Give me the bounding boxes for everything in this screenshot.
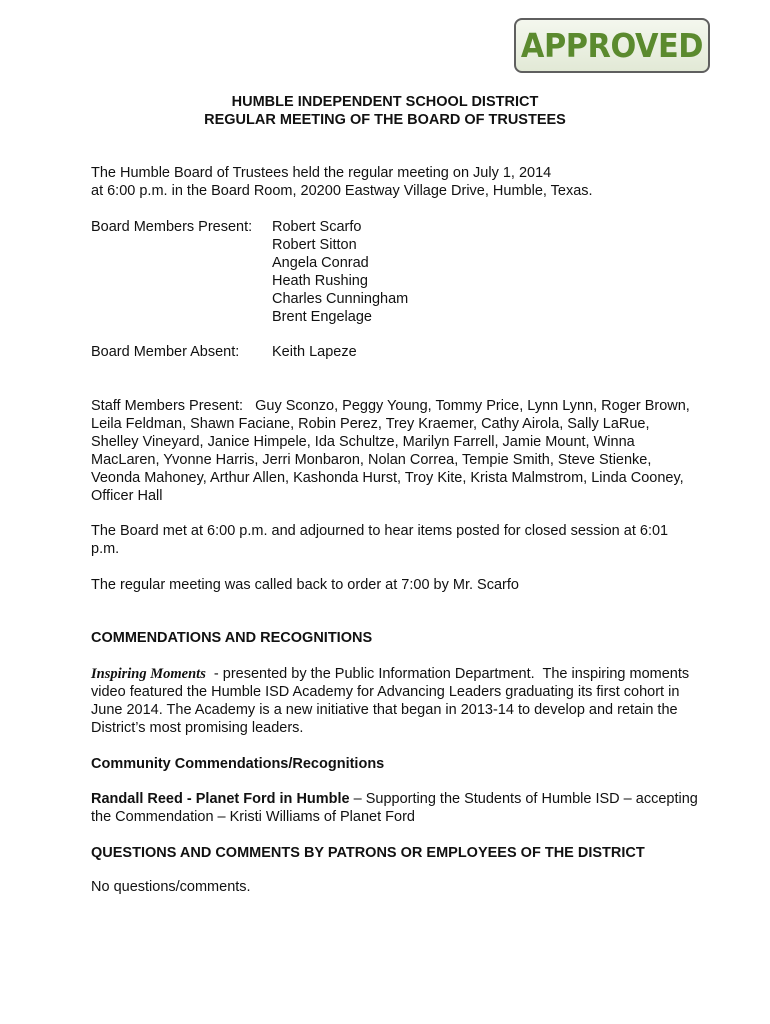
inspiring-moments-line-3: June 2014. The Academy is a new initiative that began in 2013-14 to develop and retain the bbox=[91, 702, 678, 718]
district-title: HUMBLE INDEPENDENT SCHOOL DISTRICT bbox=[231, 94, 539, 110]
inspiring-moments-desc: - presented by the Public Information Department. The inspiring moments bbox=[205, 666, 690, 682]
randall-reed-line-1 bbox=[91, 790, 698, 808]
approved-stamp bbox=[514, 18, 710, 73]
inspiring-moments-line-1 bbox=[91, 665, 689, 683]
inspiring-moments-line-4: District’s most promising leaders. bbox=[91, 720, 304, 736]
questions-heading: QUESTIONS AND COMMENTS BY PATRONS OR EMPLOYEES OF THE DISTRICT bbox=[91, 845, 645, 861]
board-present-list bbox=[272, 218, 408, 326]
questions-text: No questions/comments. bbox=[91, 879, 251, 895]
board-absent-label: Board Member Absent: bbox=[91, 344, 240, 360]
staff-line: Shelley Vineyard, Janice Himpele, Ida Schultze, Marilyn Farrell, Jamie Mount, Winna bbox=[91, 434, 635, 450]
board-present-label: Board Members Present: bbox=[91, 219, 253, 235]
board-member-name: Brent Engelage bbox=[272, 309, 372, 325]
closed-session-line-1: The Board met at 6:00 p.m. and adjourned to hear items posted for closed session at 6:01 bbox=[91, 523, 669, 539]
staff-line: MacLaren, Yvonne Harris, Jerri Monbaron, Nolan Correa, Tempie Smith, Steve Stienke, bbox=[91, 452, 652, 468]
board-member-name: Angela Conrad bbox=[272, 255, 369, 271]
board-member-name: Charles Cunningham bbox=[272, 291, 409, 307]
board-member-name: Robert Scarfo bbox=[272, 219, 362, 235]
commendations-heading: COMMENDATIONS AND RECOGNITIONS bbox=[91, 630, 373, 646]
staff-line: Veonda Mahoney, Arthur Allen, Kashonda Hurst, Troy Kite, Krista Malmstrom, Linda Cooney, bbox=[91, 470, 684, 486]
staff-line: Staff Members Present: Guy Sconzo, Peggy Young, Tommy Price, Lynn Lynn, Roger Brown, bbox=[91, 398, 690, 414]
intro-line-1: The Humble Board of Trustees held the regular meeting on July 1, 2014 bbox=[91, 165, 552, 181]
community-commendations-heading: Community Commendations/Recognitions bbox=[91, 756, 385, 772]
board-member-name: Robert Sitton bbox=[272, 237, 357, 253]
randall-reed-line-2: the Commendation – Kristi Williams of Planet Ford bbox=[91, 809, 415, 825]
staff-present-paragraph bbox=[91, 397, 731, 505]
intro-line-2: at 6:00 p.m. in the Board Room, 20200 Eastway Village Drive, Humble, Texas. bbox=[91, 183, 593, 199]
inspiring-moments-title: Inspiring Moments bbox=[91, 666, 206, 682]
inspiring-moments-line-2: video featured the Humble ISD Academy for Advancing Leaders graduating its first cohort in bbox=[91, 684, 680, 700]
closed-session-line-2: p.m. bbox=[91, 541, 120, 557]
approved-stamp-text: APPROVED bbox=[520, 26, 704, 65]
board-member-name: Heath Rushing bbox=[272, 273, 368, 289]
meeting-title: REGULAR MEETING OF THE BOARD OF TRUSTEES bbox=[204, 112, 566, 128]
reconvene-text: The regular meeting was called back to order at 7:00 by Mr. Scarfo bbox=[91, 577, 519, 593]
staff-line: Officer Hall bbox=[91, 488, 163, 504]
board-absent-name: Keith Lapeze bbox=[272, 344, 357, 360]
staff-line: Leila Feldman, Shawn Faciane, Robin Perez, Trey Kraemer, Cathy Airola, Sally LaRue, bbox=[91, 416, 650, 432]
randall-reed-title: Randall Reed - Planet Ford in Humble bbox=[91, 791, 350, 807]
randall-reed-desc: – Supporting the Students of Humble ISD – accepting bbox=[349, 791, 698, 807]
